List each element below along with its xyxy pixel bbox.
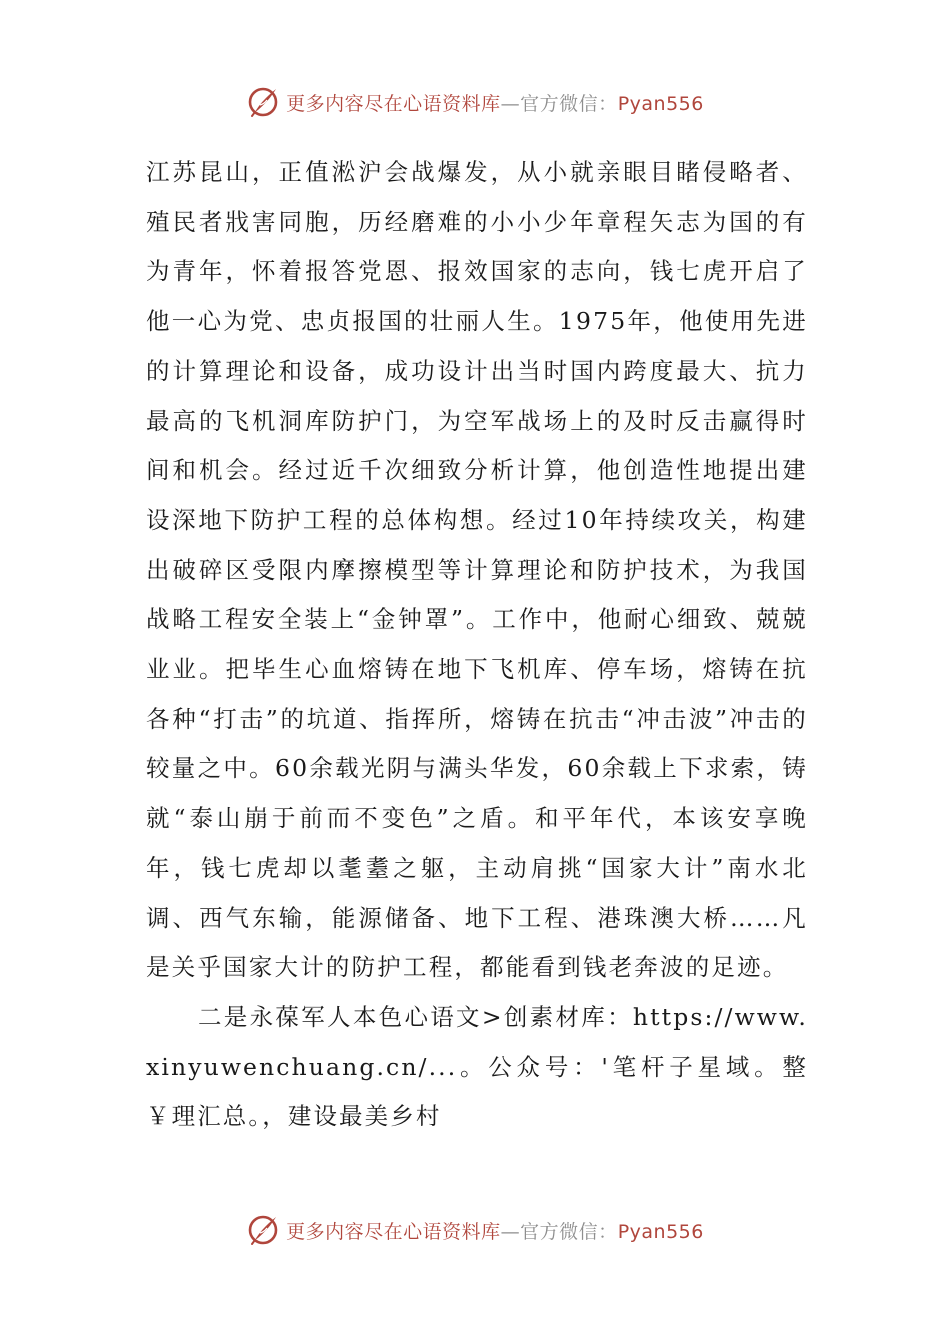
footer-banner-inner <box>246 1213 704 1247</box>
document-body <box>146 148 808 1142</box>
banner-wechat-id: Pyan556 <box>617 1220 704 1243</box>
banner-label: 官方微信： <box>520 92 618 115</box>
banner-label: 官方微信： <box>520 1220 618 1243</box>
footer-banner <box>0 1210 950 1250</box>
banner-dash: — <box>500 92 521 115</box>
quill-pen-logo-icon <box>246 85 280 119</box>
quill-pen-logo-icon <box>246 1213 280 1247</box>
body-paragraph-2: 二是永葆军人本色心语文>创素材库：https://www.xinyuwenchuang.cn/...。公众号：'笔杆子星域。整￥理汇总。，建设最美乡村 <box>146 1002 808 1131</box>
header-banner-inner <box>246 85 704 119</box>
body-paragraph-1: 江苏昆山，正值淞沪会战爆发，从小就亲眼目睹侵略者、殖民者戕害同胞，历经磨难的小小少年章程矢志为国的有为青年，怀着报答党恩、报效国家的志向，钱七虎开启了他一心为党、忠贞报国的壮丽人生。1975年，他使用先进的计算理论和设备，成功设计出当时国内跨度最大、抗力最高的飞机洞库防护门，为空军战场上的及时反击赢得时间和机会。经过近千次细致分析计算，他创造性地提出建设深地下防护工程的总体构想。经过10年持续攻关，构建出破碎区受限内摩擦模型等计算理论和防护技术，为我国战略工程安全装上“金钟罩”。工作中，他耐心细致、兢兢业业。把毕生心血熔铸在地下飞机库、停车场，熔铸在抗各种“打击”的坑道、指挥所，熔铸在抗击“冲击波”冲击的较量之中。60余载光阴与满头华发，60余载上下求索，铸就“泰山崩于前而不变色”之盾。和平年代，本该安享晚年，钱七虎却以耄耋之躯，主动肩挑“国家大计”南水北调、西气东输，能源储备、地下工程、港珠澳大桥……凡是关乎国家大计的防护工程，都能看到钱老奔波的足迹。 <box>146 158 808 982</box>
footer-banner-text <box>286 1217 704 1244</box>
header-banner <box>0 82 950 122</box>
banner-wechat-id: Pyan556 <box>617 92 704 115</box>
banner-site-text: 更多内容尽在心语资料库 <box>286 1220 501 1243</box>
banner-site-text: 更多内容尽在心语资料库 <box>286 92 501 115</box>
header-banner-text <box>286 89 704 116</box>
banner-dash: — <box>500 1220 521 1243</box>
